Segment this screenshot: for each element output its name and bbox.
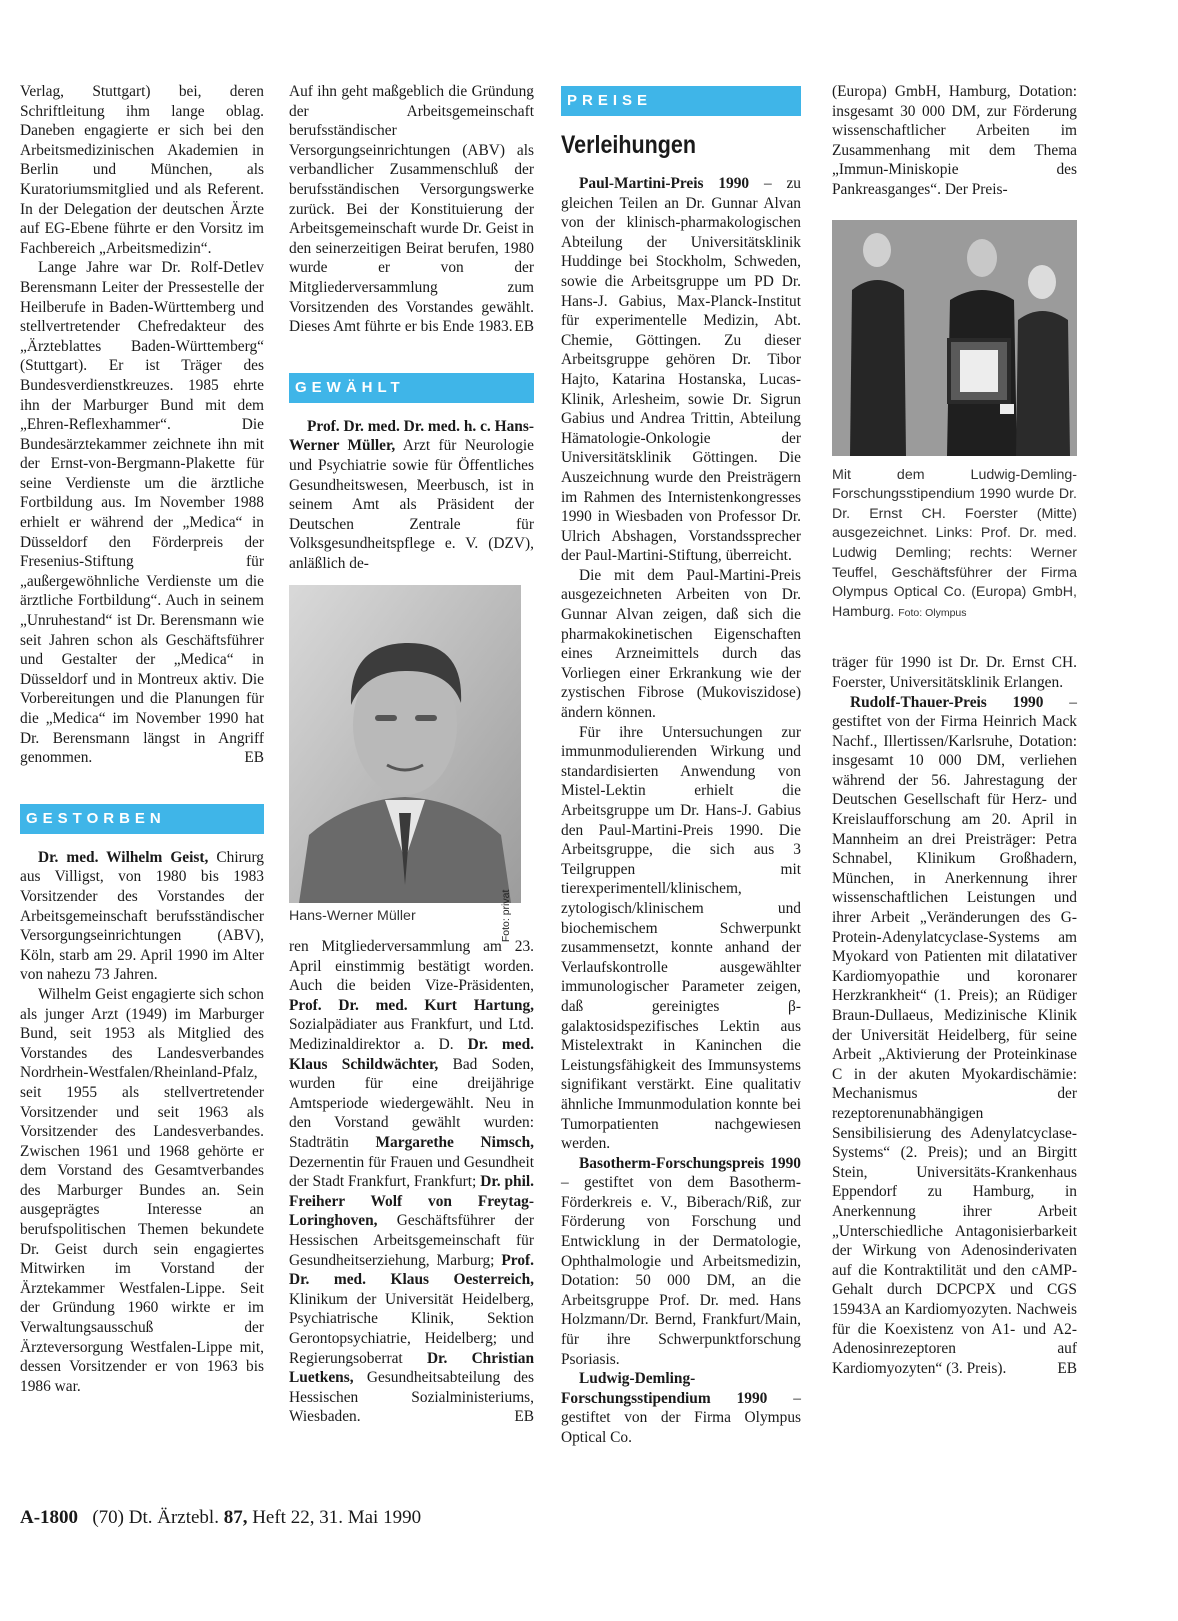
journal-name: (70) Dt. Ärztebl. bbox=[92, 1507, 219, 1528]
section-bar-gewaehlt: GEWÄHLT bbox=[289, 373, 534, 403]
col4-paragraph-3 bbox=[832, 693, 1077, 1379]
prize-name: Rudolf-Thauer-Preis 1990 bbox=[850, 693, 1044, 711]
portrait-illustration bbox=[289, 585, 521, 903]
award-illustration bbox=[832, 220, 1077, 456]
section-bar-preise: PREISE bbox=[561, 86, 801, 116]
col2-paragraph-3 bbox=[289, 937, 534, 1427]
col4-paragraph-3-text: – gestiftet von der Firma Heinrich Mack Nachf., Illertissen/Karlsruhe, Dotation: insgesamt 10 000 DM, verliehen während der 56. Jahrestagung der Deutschen Gesellschaft für Herz- und Kreislaufforschung am 20. April in Mannheim an drei Preisträger: Petra Schnabel, Klinikum Großhadern, München, in Anerkennung ihrer wissenschaftlichen Leistungen und ihrer Arbeit „Veränderungen des G-Protein-Adenylatcyclase-Systems am Myokard von Patienten mit dilatativer Kardiomyopathie und koronarer Herzkrankheit“ (1. Preis); an Rüdiger Braun-Dullaeus, Medizinische Klinik der Universität Heidelberg, für seine Arbeit „Aktivierung der Proteinkinase C in der akuten Myokardischämie: Mechanismus der rezeptorenunabhängigen Sensibilisierung des Adenylatcyclase-Systems“ (2. Preis); und an Birgitt Stein, Universitäts-Krankenhaus Eppendorf zu Hamburg, in Anerkennung ihrer Arbeit „Unterschiedliche Antagonisierbarkeit der Wirkung von Adenosinderivaten auf die Kontraktilität und den cAMP-Gehalt durch DCPCPX und CGS 15943A an Kardiomyozyten. Nachweis für die Koexistenz von A1- und A2-Adenosinrezeptoren auf Kardiomyozyten“ (3. Preis). bbox=[832, 693, 1078, 1377]
prize-name: Paul-Martini-Preis 1990 bbox=[579, 175, 750, 192]
text-run: Sozialpädiater aus Frankfurt, und Ltd. Medizinaldirektor a. D. bbox=[289, 1016, 534, 1054]
page-footer bbox=[20, 1506, 421, 1530]
person-name: Dr. Christian Luetkens, bbox=[289, 1349, 534, 1387]
signature: EB bbox=[1057, 1359, 1077, 1377]
text-run: Bad Soden, wurden für eine dreijährige Amtsperiode wiedergewählt. Neu in den Vorstand gewählt wurden: Stadträtin bbox=[289, 1055, 534, 1151]
spacer bbox=[20, 768, 264, 804]
col2-paragraph-1 bbox=[289, 82, 534, 337]
spacer bbox=[832, 623, 1077, 653]
prize-name: Basotherm-Forschungspreis 1990 bbox=[579, 1154, 801, 1172]
prize-name: Ludwig-Demling-Forschungsstipendium 1990 bbox=[561, 1370, 768, 1407]
col3-paragraph-4-text: – gestiftet von dem Basotherm-Förderkreis e. V., Biberach/Riß, zur Förderung von Forschung und Entwicklung in der Dermatologie, Ophthalmologie und Arbeitsmedizin, Dotation: 50 000 DM, an die Arbeitsgruppe Prof. Dr. med. Hans Holzmann/Dr. Bernd, Frankfurt/Main, für ihre Schwerpunktforschung Psoriasis. bbox=[561, 1174, 801, 1368]
col1-paragraph-3 bbox=[20, 848, 264, 985]
photo-caption: Hans-Werner Müller bbox=[289, 908, 416, 925]
col3-paragraph-3: Für ihre Untersuchungen zur immunmodulierenden Wirkung und standardisierten Anwendung von Mistel-Lektin erhielt die Arbeitsgruppe um Dr. Hans-J. Gabius den Paul-Martini-Preis 1990. Die Arbeitsgruppe, die sich aus 3 Teilgruppen mit tierexperimentell/klinischem, zytologisch/klinischem und biochemischem Schwerpunkt zusammensetzt, konnte anhand der Verlaufskontrolle ausgewählter immunologischer Parameter zeigen, daß gereinigtes β-galaktosidspezifisches Lektin aus Mistelextrakt in Kaninchen die Leistungsfähigkeit des Immunsystems signifikant verstärkt. Eine qualitativ ähnliche Immunmodulation konnte bei Tumorpatienten nachgewiesen werden. bbox=[561, 723, 801, 1153]
col2-paragraph-1-text: Auf ihn geht maßgeblich die Gründung der Arbeitsgemeinschaft berufsständischer Versorgungseinrichtungen (ABV) als verbandlicher Zusammenschluß der berufsständischen Versorgungswerke zurück. Bei der Konstituierung der Arbeitsgemeinschaft wurde Dr. Geist in den seinerzeitigen Beirat berufen, 1980 wurde er von der Mitgliederversammlung zum Vorsitzenden des Vorstandes gewählt. Dieses Amt führte er bis Ende 1983. bbox=[289, 83, 534, 336]
award-photo bbox=[832, 220, 1077, 456]
person-name: Prof. Dr. med. Dr. med. h. c. Hans-Werner Müller, bbox=[289, 417, 534, 455]
col1-paragraph-1: Verlag, Stuttgart) bei, deren Schriftleitung ihm lange oblag. Daneben engagierte er sich bei den Arbeitsmedizinischen Akademien in Berlin und München, als Kuratoriumsmitglied und als Referent. In der Delegation der deutschen Ärzte auf EG-Ebene führte er den Vorsitz im Fachbereich „Arbeitsmedizin“. bbox=[20, 83, 264, 257]
signature: EB bbox=[244, 749, 264, 767]
signature: EB bbox=[514, 1408, 534, 1426]
issue-date: Heft 22, 31. Mai 1990 bbox=[252, 1507, 422, 1528]
col1-paragraph-2 bbox=[20, 258, 264, 767]
col3-paragraph-5-text: – gestiftet von der Firma Olympus Optical Co. bbox=[561, 1389, 801, 1446]
column-2 bbox=[289, 82, 534, 1427]
headline-verleihungen: Verleihungen bbox=[561, 131, 697, 159]
col1-paragraph-2-text: Lange Jahre war Dr. Rolf-Detlev Berensmann Leiter der Pressestelle der Heilberufe in Baden-Württemberg und stellvertretender Chefredakteur des „Ärzteblattes Baden-Württemberg“ (Stuttgart). Er ist Träger des Bundesverdienstkreuzes. 1985 ehrte ihn der Marburger Bund mit dem „Ehren-Reflexhammer“. Die Bundesärztekammer zeichnete ihn mit der Ernst-von-Bergmann-Plakette für seine Verdienste um die ärztliche Fortbildung aus. Im November 1988 erhielt er während der „Medica“ in Düsseldorf den Förderpreis der Fresenius-Stiftung für „außergewöhnliche Verdienste um die ärztliche Fortbildung“. Auch in seinem „Unruhestand“ ist Dr. Berensmann wie seit Jahren schon als Geschäftsführer und Gestalter der „Medica“ in Düsseldorf und in Montreux aktiv. Die Vorbereitungen und die Planungen für die „Medica“ im November 1990 hat Dr. Berensmann längst in Angriff genommen. bbox=[20, 259, 264, 767]
col2-paragraph-2 bbox=[289, 417, 534, 574]
column-3 bbox=[561, 82, 801, 1448]
col3-paragraph-4 bbox=[561, 1154, 801, 1370]
volume-number: 87, bbox=[223, 1507, 248, 1528]
column-1 bbox=[20, 82, 264, 1396]
person-name: Prof. Dr. med. Kurt Hartung, bbox=[289, 996, 534, 1014]
col3-paragraph-1 bbox=[561, 174, 801, 566]
col1-paragraph-3-text: Chirurg aus Villigst, von 1980 bis 1983 Vorsitzender des Vorstandes der Arbeitsgemeinschaft berufsständischer Versorgungseinrichtungen (ABV), Köln, starb am 29. April 1990 im Alter von nahezu 73 Jahren. bbox=[20, 848, 264, 984]
person-name: Margarethe Nimsch, bbox=[375, 1134, 534, 1151]
section-bar-gestorben: GESTORBEN bbox=[20, 804, 264, 834]
photo-credit: Foto: privat bbox=[500, 889, 513, 942]
person-name: Prof. Dr. med. Klaus Oesterreich, bbox=[289, 1251, 534, 1289]
person-name: Dr. med. Wilhelm Geist, bbox=[38, 848, 209, 866]
col3-paragraph-2: Die mit dem Paul-Martini-Preis ausgezeichneten Arbeiten von Dr. Gunnar Alvan zeigen, daß sich die pharmakokinetischen Eigenschaften eines Arzneimittels durch das Vorliegen einer Erkrankung wie der zystischen Fibrose (Mukoviszidose) ändern können. bbox=[561, 566, 801, 722]
col3-paragraph-5 bbox=[561, 1369, 801, 1447]
page-code: A-1800 bbox=[20, 1507, 79, 1528]
person-name: Dr. phil. Freiherr Wolf von Freytag-Loringhoven, bbox=[289, 1173, 535, 1230]
photo-caption-text: Mit dem Ludwig-Demling-Forschungsstipendium 1990 wurde Dr. Dr. Ernst CH. Foerster (Mitte) ausgezeichnet. Links: Prof. Dr. med. Ludwig Demling; rechts: Werner Teuffel, Geschäftsführer der Firma Olympus Optical Co. (Europa) GmbH, Hamburg. bbox=[832, 466, 1077, 620]
text-run: Geschäftsführer der Hessischen Arbeitsgemeinschaft für Gesundheitserziehung, Marburg; bbox=[289, 1212, 534, 1269]
text-run: Klinikum der Universität Heidelberg, Psychiatrische Klinik, Sektion Gerontopsychiatrie, Heidelberg; und Regierungsoberrat bbox=[289, 1290, 534, 1367]
text-run: Gesundheitsabteilung des Hessischen Sozialministeriums, Wiesbaden. bbox=[289, 1369, 534, 1426]
person-name: Dr. med. Klaus Schildwächter, bbox=[289, 1036, 534, 1073]
col4-paragraph-1: (Europa) GmbH, Hamburg, Dotation: insgesamt 30 000 DM, zur Förderung wissenschaftlicher Arbeiten im Zusammenhang mit dem Thema „Immun-Miniskopie des Pankreasganges“. Der Preis- bbox=[832, 83, 1077, 198]
col4-paragraph-2: träger für 1990 ist Dr. Dr. Ernst CH. Foerster, Universitätsklinik Erlangen. bbox=[832, 654, 1077, 691]
column-4 bbox=[832, 82, 1077, 1378]
text-run: ren Mitgliederversammlung am 23. April einstimmig bestätigt worden. Auch die beiden Vize-Präsidenten, bbox=[289, 938, 534, 995]
col2-paragraph-2-text: Arzt für Neurologie und Psychiatrie sowie für Öffentliches Gesundheitswesen, Meerbusch, ist in seinem Amt als Präsident der Deutschen Zentrale für Volksgesundheitspflege e. V. (DZV), anläßlich de- bbox=[289, 437, 534, 572]
photo-caption bbox=[832, 466, 1077, 624]
photo-credit: Foto: Olympus bbox=[898, 606, 967, 619]
spacer bbox=[289, 337, 534, 373]
text-run: Dezernentin für Frauen und Gesundheit der Stadt Frankfurt, Frankfurt; bbox=[289, 1153, 534, 1191]
signature: EB bbox=[514, 318, 534, 336]
col3-paragraph-1-text: – zu gleichen Teilen an Dr. Gunnar Alvan von der klinisch-pharmakologischen Abteilung der Universitätsklinik Huddinge bei Stockholm, Schweden, sowie die Arbeitsgruppe um PD Dr. Hans-J. Gabius, Max-Planck-Institut für experimentelle Medizin, Abt. Chemie, Göttingen. Zu dieser Arbeitsgruppe gehören Dr. Tibor Hajto, Katarina Hostanska, Lucas-Klinik, Arlesheim, sowie Dr. Sigrun Gabius und Andrea Trittin, Abteilung Hämatologie-Onkologie der Universitätsklinik Göttingen. Die Auszeichnung wurde den Preisträgern im Rahmen des Internistenkongresses 1990 in Wiesbaden von Professor Dr. Ulrich Abshagen, Vorstandssprecher der Paul-Martini-Stiftung, überreicht. bbox=[561, 175, 802, 565]
col1-paragraph-4: Wilhelm Geist engagierte sich schon als junger Arzt (1949) im Marburger Bund, seit 1953 als Mitglied des Vorstandes des Landesverbandes Nordrhein-Westfalen/Rheinland-Pfalz, seit 1955 als stellvertretender Vorsitzender und seit 1963 als Vorsitzender des Landesverbandes. Zwischen 1961 und 1968 gehörte er dem Vorstand des Gesamtverbandes des Marburger Bundes an. Sein ausgeprägtes Interesse an berufspolitischen Themen bekundete Dr. Geist durch sein engagiertes Mitwirken im Vorstand der Ärztekammer Westfalen-Lippe. Seit der Gründung 1960 wirkte er im Verwaltungsausschuß der Ärzteversorgung Westfalen-Lippe mit, dessen Vorsitzender er von 1963 bis 1986 war. bbox=[20, 985, 264, 1395]
